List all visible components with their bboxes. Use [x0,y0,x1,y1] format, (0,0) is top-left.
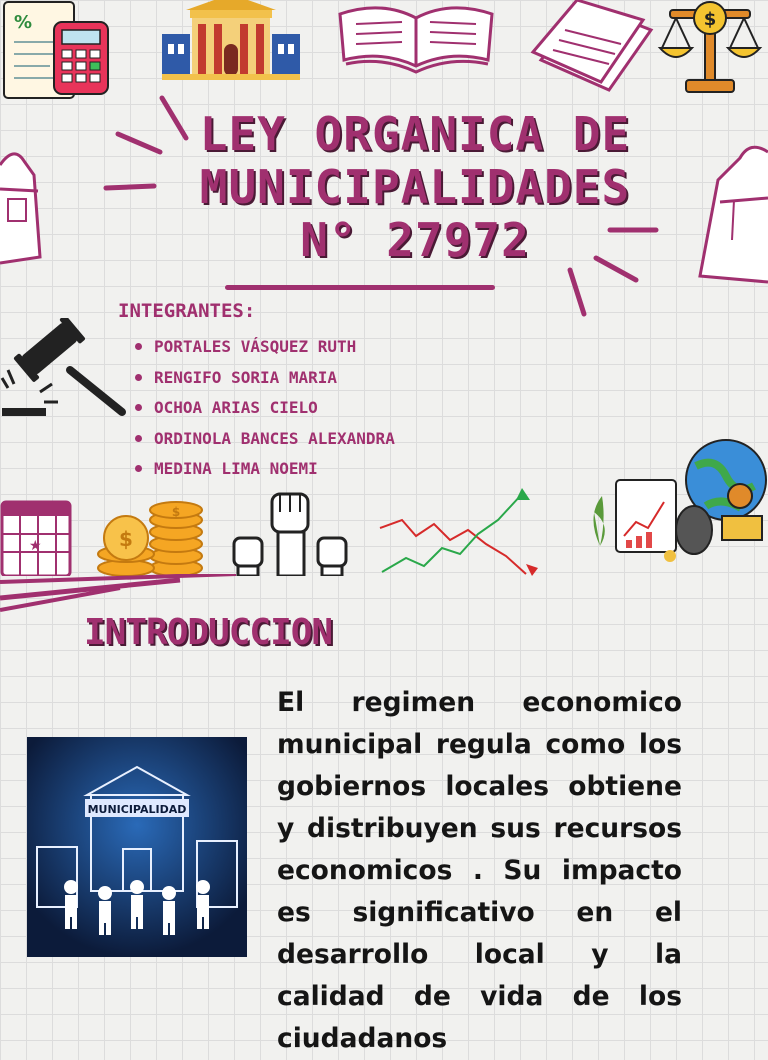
members-list [130,334,395,487]
members-heading: INTEGRANTES: [118,300,256,322]
bullet [135,404,142,411]
gavel-icon [0,318,130,422]
list-item [130,456,395,487]
balance-scale-icon [656,0,764,98]
document-stack-icon [525,0,665,96]
coin-stack-icon [96,498,204,576]
bullet [135,435,142,442]
title-line-3: N° 27972 [300,213,530,267]
svg-text:★: ★ [29,538,42,554]
svg-text:$: $ [171,505,181,519]
bullet [135,343,142,350]
municipality-image [27,737,247,957]
calendar-icon [0,492,74,576]
backpack-icon [696,140,768,290]
open-book-icon [332,0,500,80]
title-line-2: MUNICIPALIDADES [199,160,631,214]
raised-fists-icon [228,490,352,576]
svg-text:$: $ [119,527,133,551]
member-name: OCHOA ARIAS CIELO [154,398,318,417]
svg-text:$: $ [703,9,717,30]
municipality-illustration [27,737,247,957]
list-item [130,395,395,426]
section-heading: INTRODUCCION [84,612,333,653]
list-item [130,426,395,457]
intro-paragraph: El regimen economico municipal regula como los gobiernos locales obtiene y distribuyen sus recursos economicos . Su impacto es significativo en el desarrollo local y la calidad de vida de los ciudadanos [277,687,682,1054]
title-line-1: LEY ORGANICA DE [199,107,631,161]
municipality-label: MUNICIPALIDAD [87,803,187,816]
finance-globe-icon [576,436,768,576]
separator-strokes [0,574,240,614]
member-name: MEDINA LIMA NOEMI [154,459,318,478]
member-name: PORTALES VÁSQUEZ RUTH [154,337,357,356]
market-chart-icon [376,484,540,576]
list-item [130,334,395,365]
calculator-icon [0,0,120,104]
bullet [135,465,142,472]
member-name: RENGIFO SORIA MARIA [154,367,338,387]
page-title [150,108,680,267]
bullet [135,374,142,381]
municipal-building-icon [162,0,300,80]
title-underline [225,285,495,290]
backpack-icon [0,145,48,267]
member-name: ORDINOLA BANCES ALEXANDRA [154,428,395,448]
svg-text:%: % [14,12,33,33]
list-item [130,365,395,396]
